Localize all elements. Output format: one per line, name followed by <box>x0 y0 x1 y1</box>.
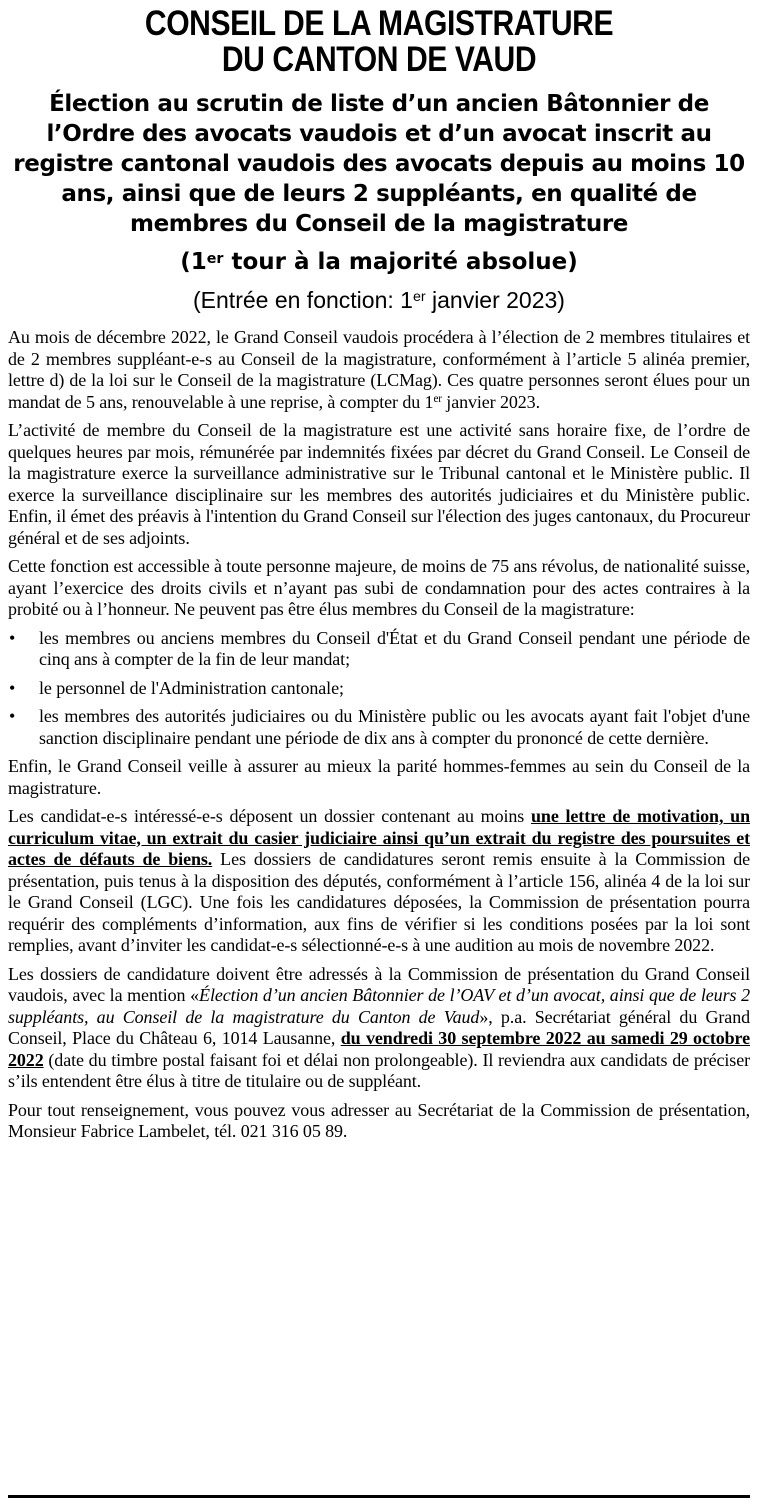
list-item-text: le personnel de l'Administration cantonale; <box>39 677 344 698</box>
title <box>60 6 698 78</box>
list-item <box>8 678 750 700</box>
paragraph-election-text: Au mois de décembre 2022, le Grand Conseil vaudois procédera à l’élection de 2 membres titulaires et de 2 membres suppléant-e-s au Conseil de la magistrature, conformément à l’article 5 alinéa premier, lettre d) de la loi sur le Conseil de la magistrature (LCMag). Ces quatre personnes seront élues pour un mandat de 5 ans, renouvelable à une reprise, à compter du 1 <box>8 327 750 412</box>
paragraph-submission <box>8 964 750 1093</box>
round-note <box>8 247 750 277</box>
title-line-1: CONSEIL DE LA MAGISTRATURE <box>144 4 614 43</box>
paragraph-election-sup: er <box>433 392 442 405</box>
submission-mention: Élection d’un ancien Bâtonnier de l’OAV et d’un avocat, ainsi que de leurs 2 suppléants, au Conseil de la magistrature du Canton de Vaud <box>8 985 750 1027</box>
bottom-rule <box>8 1495 750 1498</box>
submission-text-e: (date du timbre postal faisant foi et délai non prolongeable). Il reviendra aux candidats de préciser s’ils entendent être élus à titre de titulaire ou de suppléant. <box>8 1049 750 1091</box>
round-note-pre: (1 <box>180 249 207 275</box>
paragraph-eligibility: Cette fonction est accessible à toute personne majeure, de moins de 75 ans révolus, de nationalité suisse, ayant l’exercice des droits civils et n’ayant pas subi de condamnation pour des actes contraires à la probité ou à l’honneur. Ne peuvent pas être élus membres du Conseil de la magistrature: <box>8 556 750 619</box>
entry-post: janvier 2023) <box>425 287 565 313</box>
entry-date-note <box>8 285 750 315</box>
subtitle: Élection au scrutin de liste d’un ancien Bâtonnier de l’Ordre des avocats vaudois et d’un avocat inscrit au registre cantonal vaudois des avocats depuis au moins 10 ans, ainsi que de leurs 2 suppléants, en qualité de membres du Conseil de la magistrature <box>13 91 745 237</box>
list-item-text: les membres ou anciens membres du Conseil d'État et du Grand Conseil pendant une période de cinq ans à compter de la fin de leur mandat; <box>39 627 750 669</box>
submission-deadline: du vendredi 30 septembre 2022 au samedi 29 octobre 2022 <box>8 1028 750 1070</box>
dossier-text-c: Les dossiers de candidatures seront remis ensuite à la Commission de présentation, puis tenus à la disposition des députés, conformément à l’article 156, alinéa 4 de la loi sur le Grand Conseil (LGC). Une fois les candidatures déposées, la Commission de présentation pourra requérir des compléments d’information, aux fins de vérifier si les conditions posées par la loi sont remplies, avant d’inviter les candidat-e-s sélectionné-e-s à une audition au mois de novembre 2022. <box>8 849 750 955</box>
list-item-text: les membres des autorités judiciaires ou du Ministère public ou les avocats ayant fait l'objet d'une sanction disciplinaire pendant une période de dix ans à compter du prononcé de cette dernière. <box>39 706 750 748</box>
list-item <box>8 706 750 749</box>
bullet-icon: • <box>9 706 16 726</box>
submission-address: », p.a. Secrétariat général du Grand Conseil, Place du Château 6, 1014 Lausanne, <box>8 1006 750 1048</box>
entry-pre: (Entrée en fonction: 1 <box>193 287 413 313</box>
bullet-icon: • <box>9 627 16 648</box>
title-line-2: DU CANTON DE VAUD <box>221 40 537 79</box>
round-note-post: tour à la majorité absolue) <box>223 249 578 275</box>
submission-text-a: Les dossiers de candidature doivent être adressés à la Commission de présentation du Grand Conseil vaudois, avec la mention « <box>8 963 750 1005</box>
ineligible-list <box>8 628 750 750</box>
paragraph-election-end: janvier 2023. <box>441 391 540 412</box>
paragraph-activity: L’activité de membre du Conseil de la magistrature est une activité sans horaire fixe, de l’ordre de quelques heures par mois, rémunérée par indemnités fixées par décret du Grand Conseil. Le Conseil de la magistrature exerce la surveillance administrative sur le Tribunal cantonal et le Ministère public. Il exerce la surveillance disciplinaire sur les membres des autorités judiciaires et du Ministère public. Enfin, il émet des préavis à l'intention du Grand Conseil sur l'élection des juges cantonaux, du Procureur général et de ses adjoints. <box>8 420 750 548</box>
entry-sup: er <box>412 289 426 305</box>
paragraph-parity: Enfin, le Grand Conseil veille à assurer au mieux la parité hommes-femmes au sein du Conseil de la magistrature. <box>8 756 750 798</box>
bullet-icon: • <box>9 677 16 698</box>
round-note-sup: er <box>206 251 224 267</box>
list-item <box>8 628 750 671</box>
dossier-required-documents: une lettre de motivation, un curriculum vitae, un extrait du casier judiciaire ainsi qu’un extrait du registre des poursuites et actes de défauts de biens. <box>8 806 750 869</box>
paragraph-dossier <box>8 806 750 957</box>
paragraph-election <box>8 327 750 413</box>
paragraph-contact: Pour tout renseignement, vous pouvez vous adresser au Secrétariat de la Commission de présentation, Monsieur Fabrice Lambelet, tél. 021 316 05 89. <box>8 1099 750 1141</box>
announcement-body <box>8 327 750 1143</box>
dossier-text-a: Les candidat-e-s intéressé-e-s déposent un dossier contenant au moins <box>8 806 531 826</box>
